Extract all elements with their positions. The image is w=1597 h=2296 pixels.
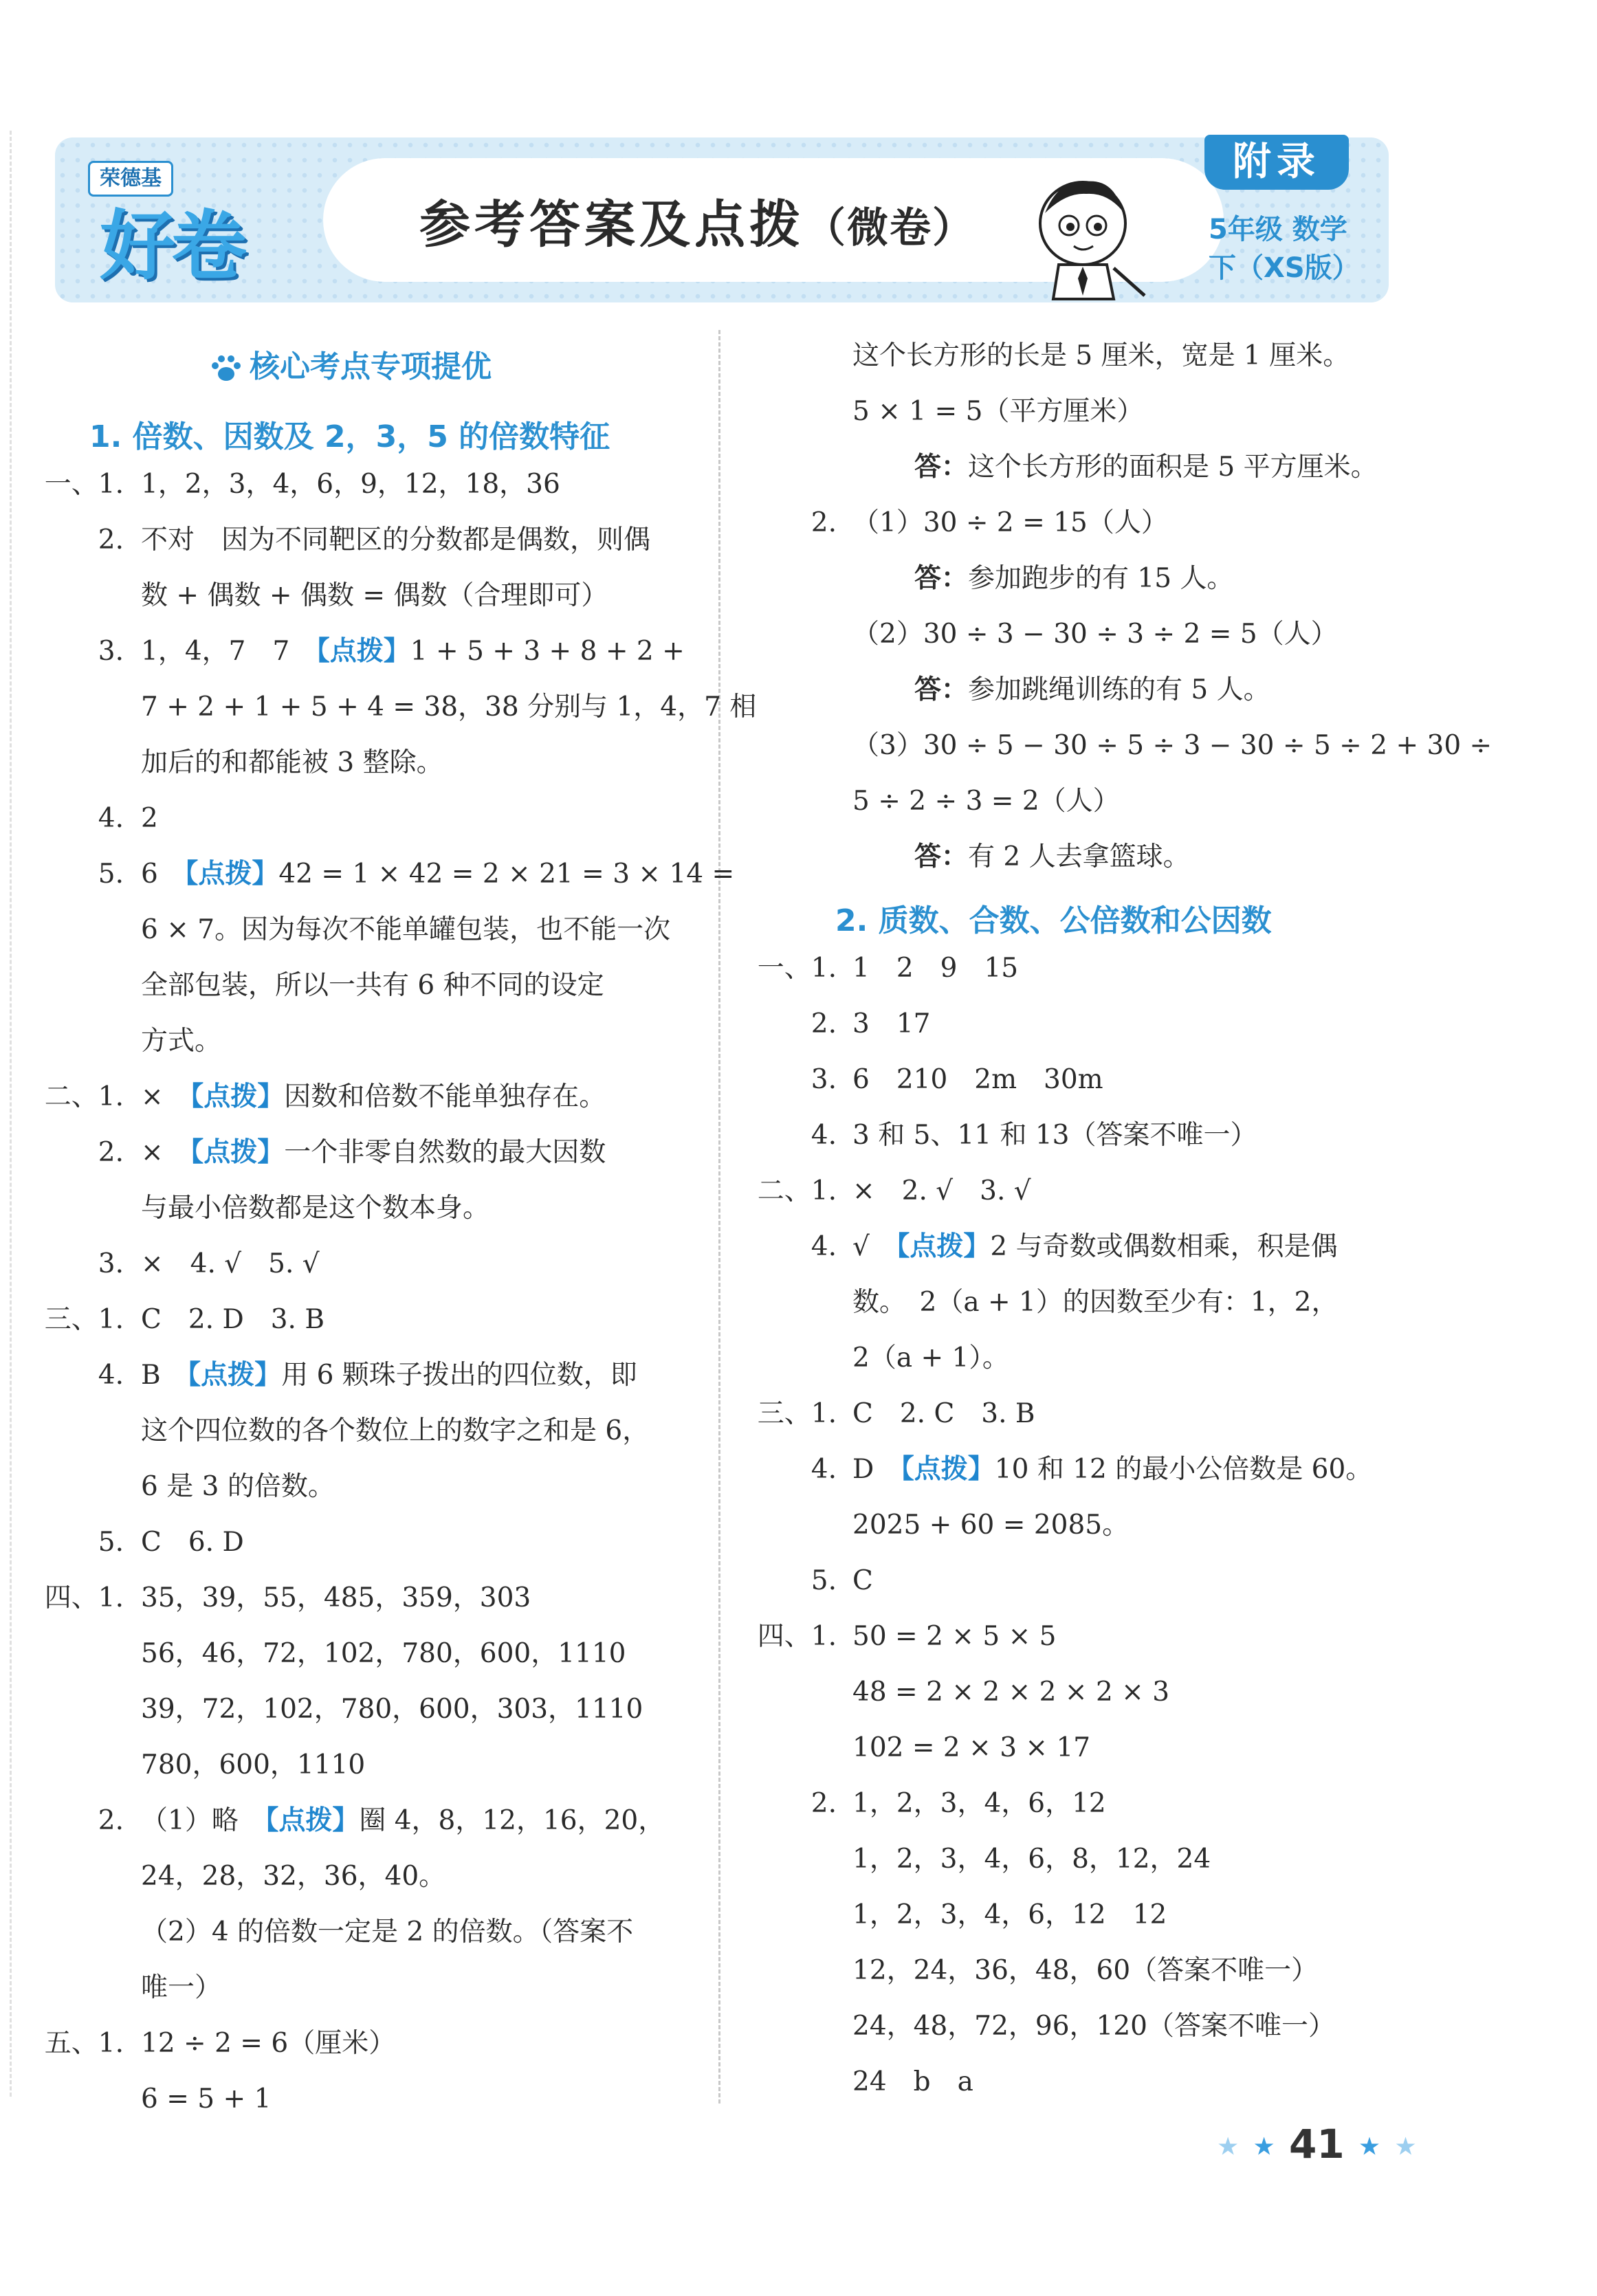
answer-body: 1，2，3，4，6，12 12 [852,1899,1167,1930]
answer-line [0,1069,718,1125]
answer-body: × 2. √ 3. √ [852,1175,1031,1206]
question-number: 2. [98,1805,124,1836]
answer-text [141,1403,649,1459]
answer-text [852,773,1120,829]
answer-text [141,1292,324,1347]
answer-line [0,846,735,902]
answer-body: 56，46，72，102，780，600，1110 [141,1638,626,1669]
question-number: 二、1. [757,1175,837,1206]
answer-text [141,902,670,958]
answer-line [0,679,757,735]
answer-line [718,1998,1597,2054]
hint-tag: 【点拨】 [316,636,410,667]
answer-body: 35，39，55，485，359，303 [141,1582,531,1613]
hint-text: 圈 4，8，12，16，20， [359,1805,665,1836]
answer-line [0,1180,718,1236]
answer-body: 这个长方形的面积是 5 平方厘米。 [968,452,1378,483]
answer-text [852,1998,1335,2054]
hint-tag: 【点拨】 [190,1081,285,1112]
answer-label: 答： [914,452,969,483]
answer-body: 102 = 2 × 3 × 17 [852,1732,1091,1763]
answer-body: C 2. C 3. B [852,1398,1035,1429]
answer-line [718,2054,1597,2110]
answer-body: √ [852,1231,896,1262]
answer-label: 答： [914,841,969,872]
answer-text [852,1330,1009,1386]
answer-body: C 6. D [141,1527,244,1558]
answer-body: 5 ÷ 2 ÷ 3 = 2（人） [852,786,1120,817]
answer-body: 2（a + 1）。 [852,1343,1009,1373]
answer-body: 6 × 7。因为每次不能单罐包装，也不能一次 [141,914,671,945]
hint-text: 2 与奇数或偶数相乘，积是偶 [990,1231,1338,1262]
question-number: 2. [98,1137,124,1168]
answer-text [141,1960,221,2016]
question-number: 2. [811,507,837,538]
question-number: 四、1. [44,1582,124,1613]
answer-line [718,1887,1597,1943]
answer-text [852,606,1338,662]
page-title [419,184,975,257]
question-number: 3. [98,636,124,667]
answer-line [0,1681,718,1737]
answer-line [0,1013,718,1069]
answer-text [852,1107,1257,1163]
question-number: 四、1. [757,1621,837,1652]
question-number: 3. [811,1064,837,1095]
answer-text [141,958,604,1013]
answer-body: D [852,1454,901,1485]
appendix-tab: 附录 [1204,135,1349,190]
answer-line [718,940,1597,996]
question-number: 4. [98,803,124,834]
star-icon: ★ [1217,2132,1240,2161]
answer-line [718,551,1597,606]
hint-tag: 【点拨】 [187,1360,282,1391]
section-heading: 2. 质数、合数、公倍数和公因数 [835,903,1272,938]
answer-line [718,328,1597,384]
answer-body: 1，2，3，4，6，12 [852,1788,1106,1819]
hint-text: 用 6 颗珠子拨出的四位数，即 [281,1360,637,1391]
answer-body: 24，28，32，36，40。 [141,1861,446,1892]
question-number: 4. [811,1120,837,1151]
answer-text [141,1737,365,1793]
answer-body: 24，48，72，96，120（答案不唯一） [852,2011,1335,2042]
answer-line [718,606,1597,662]
grade-label [1209,210,1360,287]
answer-text [141,1069,606,1125]
answer-line [0,1125,718,1180]
question-number: 4. [98,1360,124,1391]
answer-text [141,735,443,791]
title-suffix: （微卷） [804,204,975,252]
hint-tag: 【点拨】 [896,1231,991,1262]
answer-body: 48 = 2 × 2 × 2 × 2 × 3 [852,1677,1170,1708]
answer-line [0,735,718,791]
answer-body: 1，4，7 7 [141,636,317,667]
answer-line [718,1163,1597,1219]
answer-body: 2025 + 60 = 2085。 [852,1510,1130,1541]
answer-body: 1，2，3，4，6，8，12，24 [852,1844,1211,1875]
brand-tag: 荣德基 [88,161,173,197]
answer-text [852,1497,1129,1553]
answer-line [0,958,718,1013]
answer-text [852,495,1168,551]
answer-label: 答： [914,563,969,594]
answer-body: 7 + 2 + 1 + 5 + 4 = 38，38 分别与 1，4，7 相 [141,692,757,722]
answer-text [141,1570,531,1626]
answer-line [0,902,718,958]
answer-text [852,1609,1056,1664]
answer-line [718,1386,1597,1442]
answer-text [914,551,1233,606]
title-main: 参考答案及点拨 [419,195,804,254]
answer-body: 全部包装，所以一共有 6 种不同的设定 [141,970,604,1001]
answer-line [0,1347,718,1403]
answer-text [141,2071,271,2127]
answer-text [852,1052,1103,1107]
answer-line [0,456,718,512]
answer-text [141,1514,244,1570]
answer-text [141,1180,489,1236]
answer-text [852,384,1143,439]
answer-line [0,512,718,568]
answer-body: 参加跑步的有 15 人。 [968,563,1234,594]
answer-body: 39，72，102，780，600，303，1110 [141,1694,643,1725]
answer-text [914,829,1190,885]
answer-line [0,1904,718,1960]
answer-line [718,1497,1597,1553]
hint-text: 42 = 1 × 42 = 2 × 21 = 3 × 14 = [278,859,735,890]
answer-text [914,439,1378,495]
answer-line [718,1330,1597,1386]
answer-body: 12 ÷ 2 = 6（厘米） [141,2028,396,2059]
answer-line [718,718,1597,773]
answer-label: 答： [914,674,969,705]
answer-line [0,568,718,623]
core-section-title [210,342,492,386]
answer-text [141,456,560,512]
answer-body: 12，24，36，48，60（答案不唯一） [852,1955,1319,1986]
question-number: 4. [811,1454,837,1485]
answer-body: 数 + 偶数 + 偶数 = 偶数（合理即可） [141,580,608,611]
answer-body: × [141,1081,190,1112]
question-number: 二、1. [44,1081,124,1112]
mascot-icon [1017,165,1155,302]
grade-line1: 5年级 数学 [1209,214,1347,245]
question-number: 2. [811,1788,837,1819]
answer-text [852,328,1350,384]
answer-line [0,1960,718,2016]
answer-body: 数。 2（a + 1）的因数至少有：1，2， [852,1287,1339,1318]
answer-line [718,662,1597,718]
question-number: 一、1. [44,469,124,500]
answer-line [718,1720,1597,1776]
answer-text [141,679,756,735]
answer-body: 唯一） [141,1972,222,2003]
answer-line [718,1664,1597,1720]
answer-text [141,623,685,679]
answer-line [718,1776,1597,1831]
question-number: 5. [98,1527,124,1558]
hint-tag: 【点拨】 [190,1137,285,1168]
question-number: 3. [98,1248,124,1279]
answer-body: 这个长方形的长是 5 厘米，宽是 1 厘米。 [852,340,1350,371]
answer-line [718,384,1597,439]
question-number: 三、1. [44,1304,124,1335]
answer-body: 这个四位数的各个数位上的数字之和是 6， [141,1415,650,1446]
answer-line [0,1403,718,1459]
answer-text [141,1013,221,1069]
answer-text [141,846,734,902]
core-title-text: 核心考点专项提优 [250,349,492,384]
answer-body: （2）4 的倍数一定是 2 的倍数。（答案不 [141,1917,634,1947]
answer-line [0,791,718,846]
answer-body: × 4. √ 5. √ [141,1248,320,1279]
answer-text [852,1943,1318,1998]
question-number: 2. [98,525,124,555]
answer-text [852,1163,1031,1219]
question-number: 2. [811,1008,837,1039]
answer-line [0,1236,718,1292]
answer-body: C [852,1565,873,1596]
answer-body: 6 210 2m 30m [852,1064,1103,1095]
answer-body: 6 = 5 + 1 [141,2084,272,2115]
hint-text: 一个非零自然数的最大因数 [284,1137,606,1168]
answer-text [852,1274,1338,1330]
star-icon: ★ [1253,2132,1275,2161]
answer-line [718,1943,1597,1998]
answer-body: C 2. D 3. B [141,1304,324,1335]
question-number: 5. [98,859,124,890]
question-number: 三、1. [757,1398,837,1429]
answer-body: 1 2 9 15 [852,953,1019,984]
answer-body: 不对 因为不同靶区的分数都是偶数，则偶 [141,525,651,555]
hint-tag: 【点拨】 [265,1805,360,1836]
answer-body: B [141,1360,188,1391]
page-number [1217,2121,1417,2167]
hint-text: 因数和倍数不能单独存在。 [284,1081,606,1112]
answer-line [718,1442,1597,1497]
answer-text [852,1442,1372,1497]
answer-text [141,2016,395,2071]
answer-text [141,1347,637,1403]
answer-text [852,1386,1035,1442]
answer-body: 有 2 人去拿篮球。 [968,841,1190,872]
answer-body: 2 [141,803,158,834]
answer-line [0,1848,718,1904]
answer-line [718,439,1597,495]
answer-text [141,1904,633,1960]
answer-body: 6 [141,859,185,890]
star-icon: ★ [1358,2132,1381,2161]
answer-text [852,1664,1169,1720]
answer-body: （2）30 ÷ 3 − 30 ÷ 3 ÷ 2 = 5（人） [852,619,1338,650]
answer-text [852,940,1018,996]
answer-text [852,1219,1338,1274]
question-number: 一、1. [757,953,837,984]
answer-text [852,718,1492,773]
hint-text: 1 + 5 + 3 + 8 + 2 + [410,636,685,667]
answer-body: 5 × 1 = 5（平方厘米） [852,396,1144,427]
answer-text [141,791,158,846]
answer-line [718,829,1597,885]
answer-body: 1，2，3，4，6，9，12，18，36 [141,469,560,500]
answer-text [141,1626,626,1681]
answer-body: 780，600，1110 [141,1749,366,1780]
answer-line [718,495,1597,551]
answer-text [141,1236,320,1292]
answer-line [718,1553,1597,1609]
answer-body: （1）30 ÷ 2 = 15（人） [852,507,1168,538]
answer-text [914,662,1270,718]
section-heading: 1. 倍数、因数及 2，3，5 的倍数特征 [89,419,610,454]
answer-text [852,1887,1167,1943]
answer-body: 加后的和都能被 3 整除。 [141,747,443,778]
question-number: 五、1. [44,2028,124,2059]
answer-line [718,996,1597,1052]
answer-text [852,2054,973,2110]
answer-line [718,773,1597,829]
answer-body: （1）略 [141,1805,265,1836]
answer-text [852,1553,873,1609]
answer-line [718,1609,1597,1664]
answer-text [141,1125,606,1180]
answer-text [141,1681,643,1737]
answer-text [141,568,608,623]
answer-body: 3 17 [852,1008,931,1039]
answer-line [0,1292,718,1347]
question-number: 4. [811,1231,837,1262]
answer-line [718,1274,1597,1330]
answer-line [0,1793,718,1848]
answer-line [0,2071,718,2127]
answer-text [141,1459,335,1514]
answer-body: 6 是 3 的倍数。 [141,1471,335,1502]
answer-text [852,996,930,1052]
answer-text [852,1776,1106,1831]
page-number-text: 41 [1288,2121,1345,2167]
answer-body: 3 和 5、11 和 13（答案不唯一） [852,1120,1257,1151]
answer-body: 50 = 2 × 5 × 5 [852,1621,1057,1652]
answer-line [0,1459,718,1514]
answer-text [141,1848,445,1904]
hint-tag: 【点拨】 [184,859,279,890]
answer-line [0,1570,718,1626]
answer-line [0,1626,718,1681]
paw-icon [210,353,243,384]
answer-body: × [141,1137,190,1168]
answer-line [718,1219,1597,1274]
answer-text [852,1720,1090,1776]
answer-line [718,1107,1597,1163]
answer-body: 方式。 [141,1026,222,1057]
answer-line [0,1514,718,1570]
question-number: 5. [811,1565,837,1596]
answer-line [718,1052,1597,1107]
answer-body: （3）30 ÷ 5 − 30 ÷ 5 ÷ 3 − 30 ÷ 5 ÷ 2 + 30 ÷ [852,730,1493,761]
grade-line2: 下（XS版） [1209,252,1360,284]
answer-text [141,1793,665,1848]
answer-line [0,623,718,679]
answer-body: 24 b a [852,2066,973,2097]
logo: 好卷 [100,202,243,290]
answer-line [0,1737,718,1793]
hint-text: 10 和 12 的最小公倍数是 60。 [994,1454,1373,1485]
answer-line [718,1831,1597,1887]
answer-text [141,512,650,568]
answer-body: 参加跳绳训练的有 5 人。 [968,674,1270,705]
star-icon: ★ [1394,2132,1417,2161]
answer-text [852,1831,1211,1887]
hint-tag: 【点拨】 [901,1454,995,1485]
answer-line [0,2016,718,2071]
answer-body: 与最小倍数都是这个数本身。 [141,1193,490,1224]
